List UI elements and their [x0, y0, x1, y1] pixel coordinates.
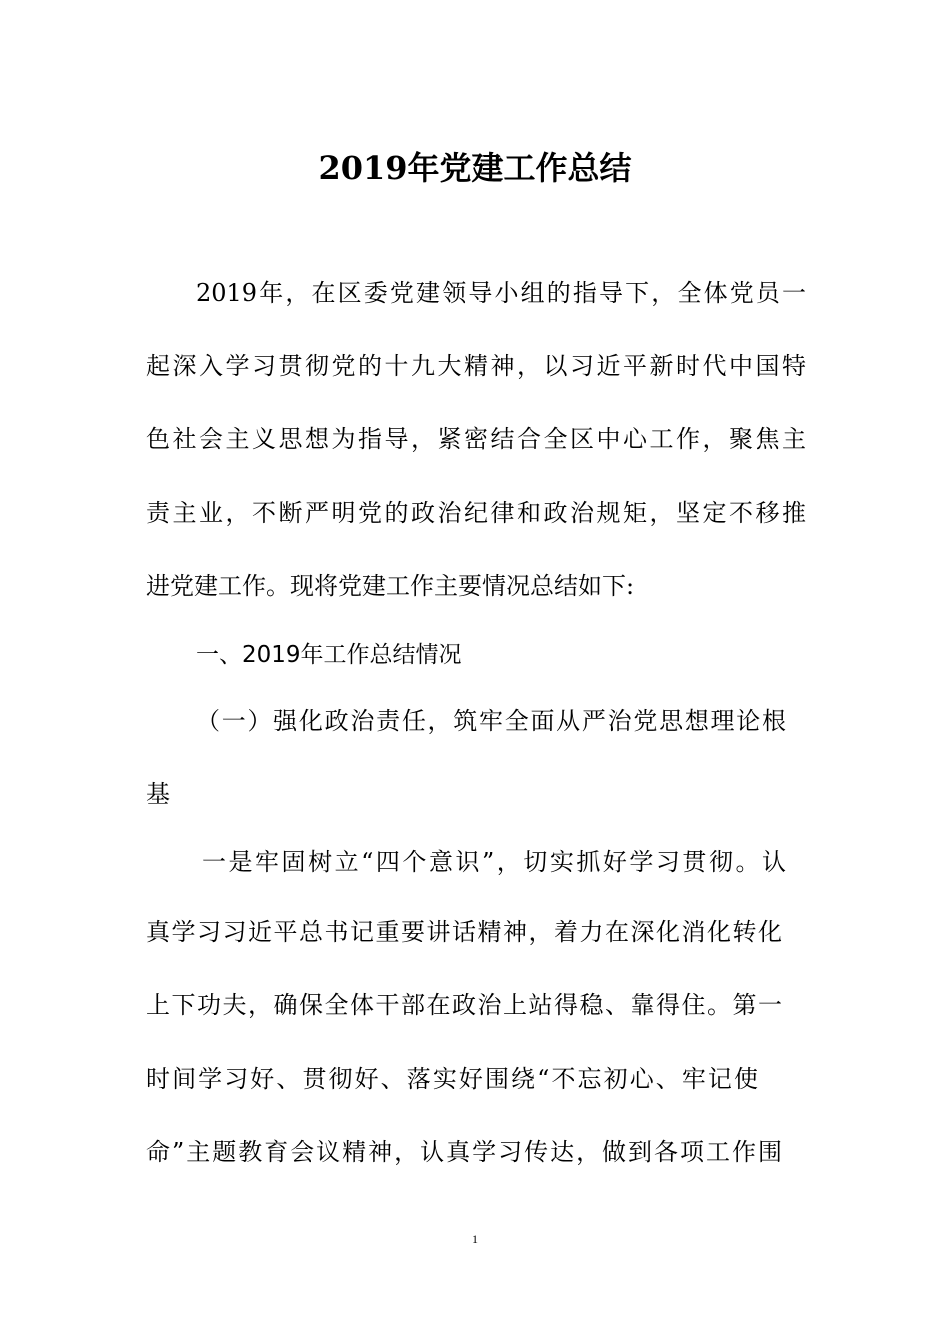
paragraph-line: 色社会主义思想为指导，紧密结合全区中心工作，聚焦主: [146, 425, 806, 453]
paragraph-line: 真学习习近平总书记重要讲话精神，着力在深化消化转化: [146, 918, 782, 946]
paragraph-line: 时间学习好、贯彻好、落实好围绕“不忘初心、牢记使: [146, 1065, 758, 1093]
paragraph-line: 进党建工作。现将党建工作主要情况总结如下:: [146, 572, 635, 600]
subsection-heading: （一）强化政治责任，筑牢全面从严治党思想理论根: [196, 707, 786, 735]
paragraph-line: 命”主题教育会议精神，认真学习传达，做到各项工作围: [146, 1138, 782, 1166]
page-number: 1: [472, 1232, 478, 1246]
paragraph-line: 2019年，在区委党建领导小组的指导下，全体党员一: [196, 279, 806, 307]
paragraph-line: 起深入学习贯彻党的十九大精神，以习近平新时代中国特: [146, 352, 806, 380]
section-heading: 一、2019年工作总结情况: [196, 642, 462, 668]
document-title: 2019年党建工作总结: [318, 149, 632, 187]
paragraph-line: 上下功夫，确保全体干部在政治上站得稳、靠得住。第一: [146, 991, 782, 1019]
subsection-heading-continued: 基: [146, 780, 170, 808]
paragraph-line: 责主业，不断严明党的政治纪律和政治规矩，坚定不移推: [146, 499, 806, 527]
paragraph-line: 一是牢固树立“四个意识”，切实抓好学习贯彻。认: [202, 848, 786, 876]
